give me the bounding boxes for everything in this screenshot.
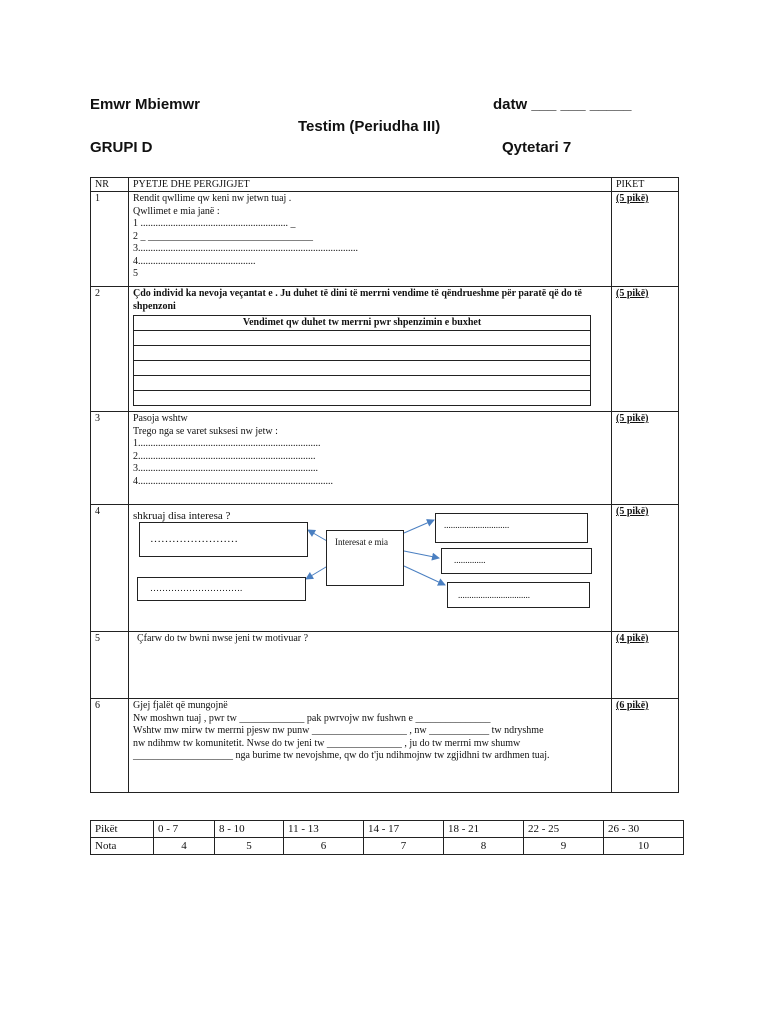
interest-box-text: ............................. bbox=[444, 520, 510, 530]
grade-value: 10 bbox=[604, 838, 684, 855]
interest-box-right-top[interactable] bbox=[435, 513, 588, 543]
grade-value: 4 bbox=[154, 838, 215, 855]
row-number: 3 bbox=[91, 412, 129, 505]
points-value: (5 pikë) bbox=[616, 193, 649, 204]
date-label: datw ___ ___ _____ bbox=[493, 96, 632, 113]
points-label: Pikët bbox=[91, 821, 154, 838]
points-range: 8 - 10 bbox=[215, 821, 284, 838]
decisions-table-header: Vendimet qw duhet tw merrni pwr shpenzimin e buxhet bbox=[134, 316, 591, 331]
name-label: Emwr Mbiemwr bbox=[90, 96, 201, 113]
interest-box-right-bottom[interactable] bbox=[447, 582, 590, 608]
fill-in-line[interactable]: Nw moshwn tuaj , pwr tw _____________ pak pwrvojw nw fushwn e _______________ bbox=[133, 712, 491, 724]
arrow-to-right-top bbox=[404, 520, 434, 533]
interest-box-left-bottom[interactable] bbox=[137, 577, 306, 601]
row-number: 2 bbox=[91, 287, 129, 412]
answer-line[interactable]: 2....................................................................... bbox=[133, 450, 316, 462]
answer-line[interactable]: 1 ........................................................... _ bbox=[133, 218, 296, 229]
answer-line[interactable]: 4.............................................................................. bbox=[133, 475, 333, 487]
grades-table bbox=[90, 820, 684, 855]
question-line: Trego nga se varet suksesi nw jetw : bbox=[133, 425, 278, 437]
col-nr-header: NR bbox=[91, 178, 129, 192]
interest-box-text: ................................ bbox=[458, 590, 530, 600]
grades-points-row bbox=[91, 821, 684, 838]
grade-value: 6 bbox=[284, 838, 364, 855]
interest-box-text: .............. bbox=[454, 555, 486, 565]
points-value: (5 pikë) bbox=[616, 413, 649, 424]
interests-center-box bbox=[326, 530, 404, 586]
interests-center-label: Interesat e mia bbox=[335, 537, 388, 547]
question-line: Çdo individ ka nevoja veçantat e . Ju duhet të dini të merrni vendime të qëndrueshme për paratë që do të shpenzoni bbox=[133, 288, 582, 312]
row-number: 1 bbox=[91, 192, 129, 287]
row-number: 6 bbox=[91, 699, 129, 793]
answer-line[interactable]: 5 bbox=[133, 268, 138, 279]
question-line: Pasoja wshtw bbox=[133, 413, 188, 424]
col-question-header: PYETJE DHE PERGJIGJET bbox=[129, 178, 612, 192]
arrow-to-left-top bbox=[308, 530, 327, 541]
grades-grade-row bbox=[91, 838, 684, 855]
arrow-to-right-bottom bbox=[404, 566, 445, 585]
fill-in-line[interactable]: Wshtw mw mirw tw merrni pjesw nw punw ___________________ , nw ____________ tw ndryshme bbox=[133, 725, 544, 736]
points-range: 11 - 13 bbox=[284, 821, 364, 838]
points-value: (5 pikë) bbox=[616, 288, 649, 299]
question-line: Rendit qwllime qw keni nw jetwn tuaj . bbox=[133, 193, 292, 204]
points-value: (6 pikë) bbox=[616, 700, 649, 711]
fill-in-line[interactable]: ____________________ nga burime tw nevojshme, qw do t'ju ndihmojnw tw zgjidhni tw ardhmen tuaj. bbox=[133, 750, 550, 761]
interest-box-text: …………………… bbox=[150, 533, 238, 545]
grade-value: 8 bbox=[444, 838, 524, 855]
points-value: (4 pikë) bbox=[616, 633, 649, 644]
answer-line[interactable]: 2 _ _________________________________ bbox=[133, 230, 313, 242]
interest-box-right-mid[interactable] bbox=[441, 548, 592, 574]
answer-line[interactable]: 3........................................................................................ bbox=[133, 243, 358, 254]
group-label: GRUPI D bbox=[90, 139, 153, 156]
arrow-to-right-mid bbox=[404, 551, 439, 558]
points-range: 26 - 30 bbox=[604, 821, 684, 838]
answer-line[interactable]: 4............................................... bbox=[133, 255, 256, 267]
question-line: shkruaj disa interesa ? bbox=[133, 510, 231, 522]
answer-line[interactable]: 1......................................................................... bbox=[133, 438, 321, 449]
col-points-header: PIKET bbox=[612, 178, 679, 192]
interest-box-left-top[interactable] bbox=[139, 522, 308, 557]
row-number: 5 bbox=[91, 632, 129, 699]
points-range: 18 - 21 bbox=[444, 821, 524, 838]
test-title: Testim (Periudha III) bbox=[298, 118, 441, 135]
interest-box-text: …………………………. bbox=[150, 583, 243, 593]
fill-in-line[interactable]: nw ndihmw tw komunitetit. Nwse do tw jeni tw _______________ , ju do tw merrni mw shumw bbox=[133, 737, 521, 749]
points-value: (5 pikë) bbox=[616, 506, 649, 517]
grade-value: 5 bbox=[215, 838, 284, 855]
answer-line[interactable]: 3........................................................................ bbox=[133, 463, 318, 474]
question-line: Çfarw do tw bwni nwse jeni tw motivuar ? bbox=[137, 633, 309, 644]
question-line: Gjej fjalët që mungojnë bbox=[133, 700, 228, 711]
points-range: 0 - 7 bbox=[154, 821, 215, 838]
points-range: 22 - 25 bbox=[524, 821, 604, 838]
points-range: 14 - 17 bbox=[364, 821, 444, 838]
row-number: 4 bbox=[91, 505, 129, 632]
grade-label: Nota bbox=[91, 838, 154, 855]
subject-label: Qytetari 7 bbox=[502, 139, 572, 156]
grade-value: 7 bbox=[364, 838, 444, 855]
grade-value: 9 bbox=[524, 838, 604, 855]
question-line: Qwllimet e mia janë : bbox=[133, 205, 220, 217]
